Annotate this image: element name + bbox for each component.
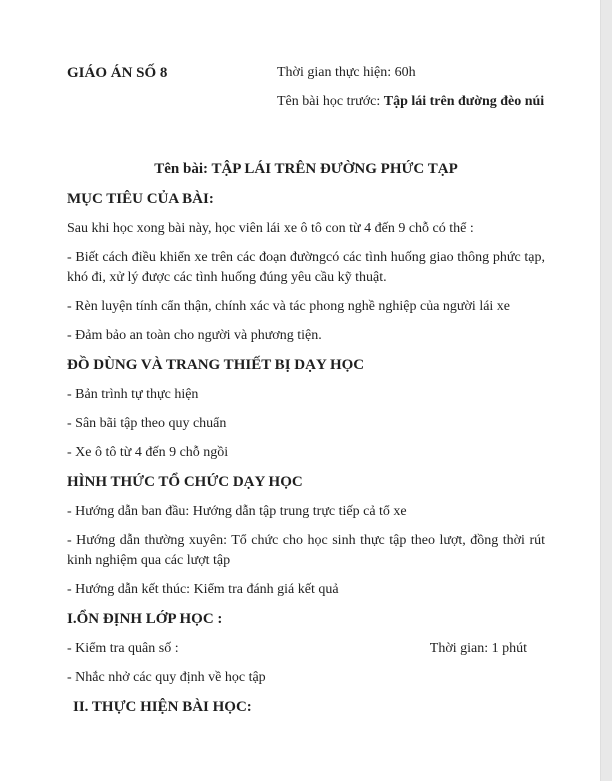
stabilization-heading: I.ỔN ĐỊNH LỚP HỌC : (67, 611, 223, 627)
equipment-item: - Bản trình tự thực hiện (67, 387, 199, 402)
organization-item: - Hướng dẫn thường xuyên: Tổ chức cho học sinh thực tập theo lượt, đồng thời rút kinh nghiệm qua các lượt tập (67, 533, 545, 568)
objectives-intro: Sau khi học xong bài này, học viên lái xe ô tô con từ 4 đến 9 chỗ có thể : (67, 221, 474, 236)
document-header (67, 63, 545, 121)
objective-item: - Biết cách điều khiển xe trên các đoạn đườngcó các tình huống giao thông phức tạp, khó đi, xử lý được các tình huống đúng yêu cầu kỹ thuật. (67, 250, 545, 285)
objective-item: - Đảm bảo an toàn cho người và phương tiện. (67, 328, 322, 343)
duration-text: Thời gian thực hiện: 60h (277, 65, 416, 80)
organization-item: - Hướng dẫn ban đầu: Hướng dẫn tập trung trực tiếp cả tổ xe (67, 504, 407, 519)
lesson-title: Tên bài: TẬP LÁI TRÊN ĐƯỜNG PHỨC TẠP (154, 161, 458, 177)
previous-lesson-title: Tập lái trên đường đèo núi (383, 94, 545, 109)
implementation-heading: II. THỰC HIỆN BÀI HỌC: (73, 699, 252, 715)
organization-heading: HÌNH THỨC TỔ CHỨC DẠY HỌC (67, 474, 303, 490)
roll-call-text: - Kiểm tra quân số : (67, 641, 179, 656)
equipment-item: - Sân bãi tập theo quy chuẩn (67, 416, 227, 431)
previous-lesson (277, 92, 544, 112)
roll-call-row (67, 639, 545, 659)
equipment-heading: ĐỒ DÙNG VÀ TRANG THIẾT BỊ DẠY HỌC (67, 357, 365, 373)
previous-lesson-label: Tên bài học trước: (277, 94, 384, 109)
objectives-heading: MỤC TIÊU CỦA BÀI: (67, 191, 214, 207)
header-right-block (277, 63, 544, 121)
objective-item: - Rèn luyện tính cẩn thận, chính xác và tác phong nghề nghiệp của người lái xe (67, 299, 511, 314)
roll-call-time: Thời gian: 1 phút (429, 641, 527, 656)
equipment-item: - Xe ô tô từ 4 đến 9 chỗ ngồi (67, 445, 229, 460)
doc-number: GIÁO ÁN SỐ 8 (67, 65, 168, 81)
organization-item: - Hướng dẫn kết thúc: Kiểm tra đánh giá kết quả (67, 582, 339, 597)
reminder-text: - Nhắc nhở các quy định về học tập (67, 670, 266, 685)
